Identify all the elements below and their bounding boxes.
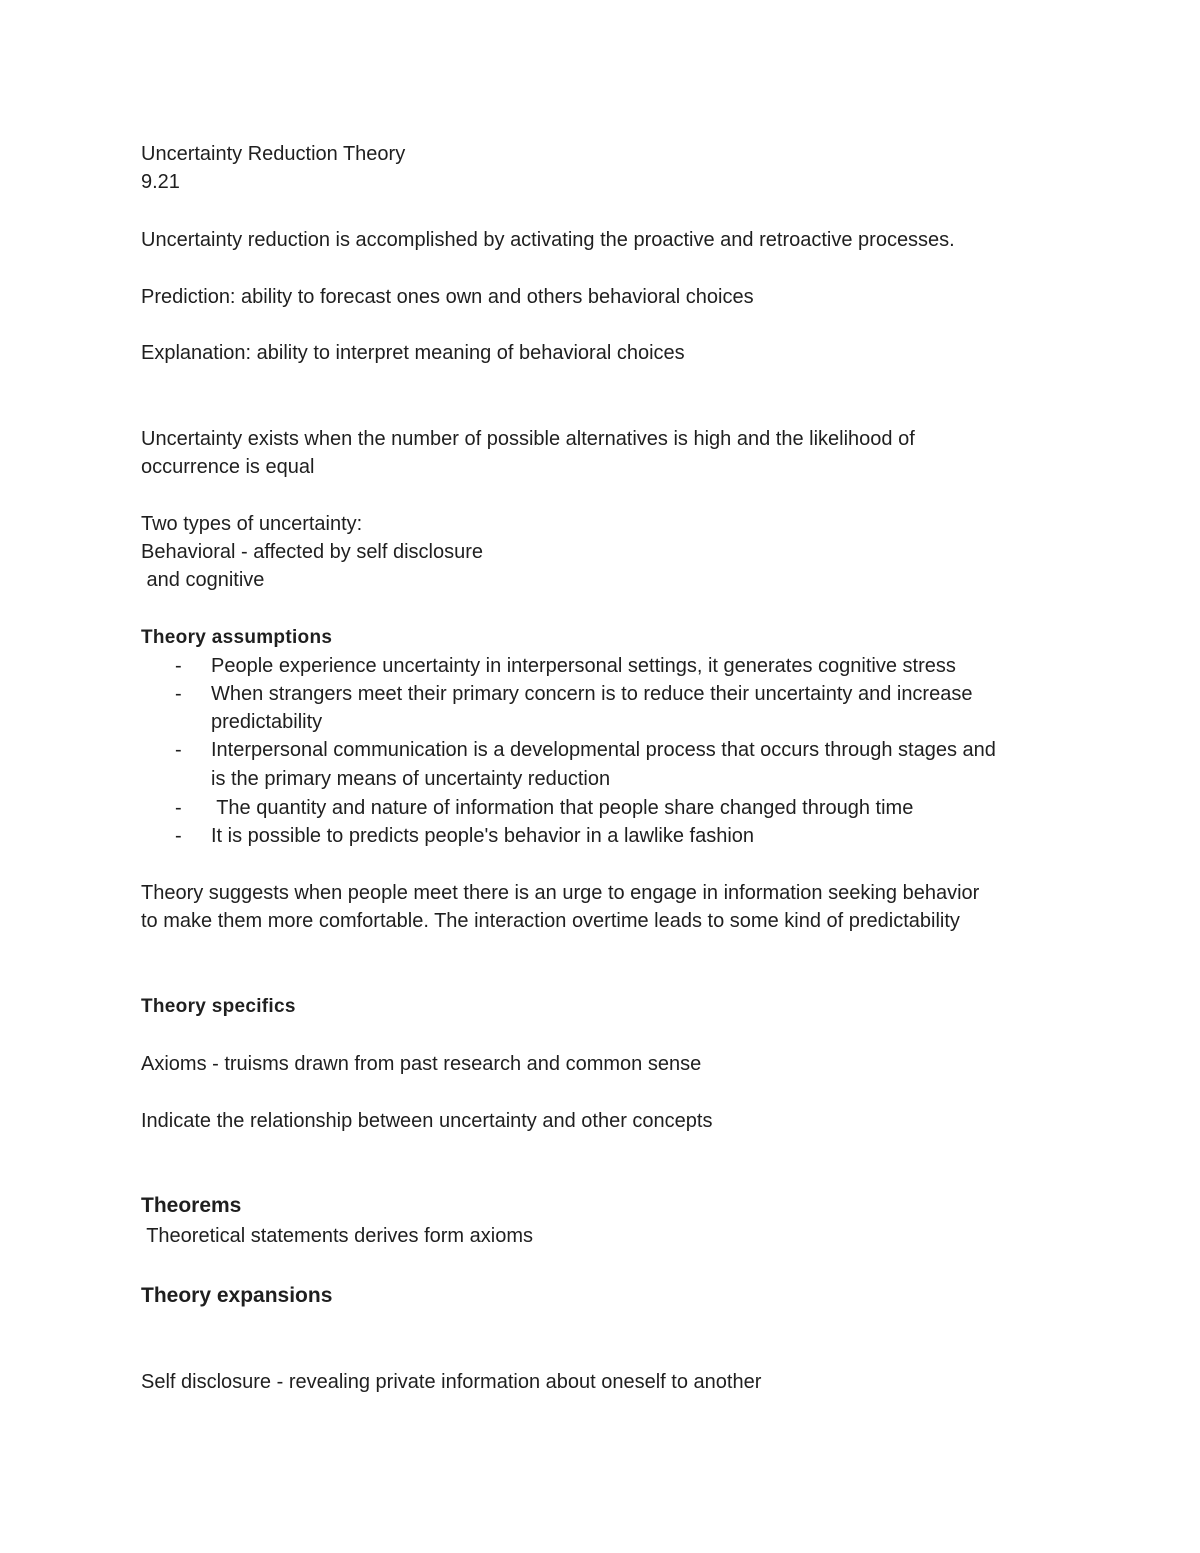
paragraph-uncertainty-exists-line1: Uncertainty exists when the number of possible alternatives is high and the likelihood of [141, 428, 915, 450]
paragraph-self-disclosure: Self disclosure - revealing private information about oneself to another [141, 1371, 762, 1393]
types-line-cognitive: and cognitive [141, 569, 265, 591]
paragraph-theory-suggests-line2: to make them more comfortable. The interaction overtime leads to some kind of predictability [141, 910, 960, 932]
bullet-marker: - [175, 825, 182, 847]
paragraph-theory-suggests-line1: Theory suggests when people meet there is an urge to engage in information seeking behavior [141, 882, 980, 904]
list-item: The quantity and nature of information that people share changed through time [211, 797, 914, 819]
types-line-behavioral: Behavioral - affected by self disclosure [141, 541, 484, 563]
paragraph-explanation: Explanation: ability to interpret meaning of behavioral choices [141, 342, 685, 364]
paragraph-axioms: Axioms - truisms drawn from past research and common sense [141, 1053, 702, 1075]
section-heading-theorems: Theorems [141, 1194, 242, 1217]
section-heading-expansions: Theory expansions [141, 1284, 333, 1307]
section-heading-assumptions: Theory assumptions [141, 627, 333, 648]
section-heading-specifics: Theory specifics [141, 996, 296, 1017]
types-heading: Two types of uncertainty: [141, 513, 363, 535]
list-item-continuation: predictability [211, 711, 323, 733]
list-item-continuation: is the primary means of uncertainty reduction [211, 768, 611, 790]
bullet-marker: - [175, 797, 182, 819]
paragraph-uncertainty-reduction: Uncertainty reduction is accomplished by activating the proactive and retroactive processes. [141, 229, 955, 251]
document-date: 9.21 [141, 171, 180, 193]
bullet-marker: - [175, 739, 182, 761]
paragraph-prediction: Prediction: ability to forecast ones own and others behavioral choices [141, 286, 754, 308]
paragraph-relationship: Indicate the relationship between uncertainty and other concepts [141, 1110, 713, 1132]
bullet-marker: - [175, 683, 182, 705]
paragraph-theorems: Theoretical statements derives form axioms [141, 1225, 534, 1247]
paragraph-uncertainty-exists-line2: occurrence is equal [141, 456, 315, 478]
bullet-marker: - [175, 655, 182, 677]
list-item: People experience uncertainty in interpersonal settings, it generates cognitive stress [211, 655, 956, 677]
list-item: It is possible to predicts people's behavior in a lawlike fashion [211, 825, 755, 847]
document-title: Uncertainty Reduction Theory [141, 143, 406, 165]
list-item: Interpersonal communication is a developmental process that occurs through stages and [211, 739, 996, 761]
list-item: When strangers meet their primary concern is to reduce their uncertainty and increase [211, 683, 973, 705]
